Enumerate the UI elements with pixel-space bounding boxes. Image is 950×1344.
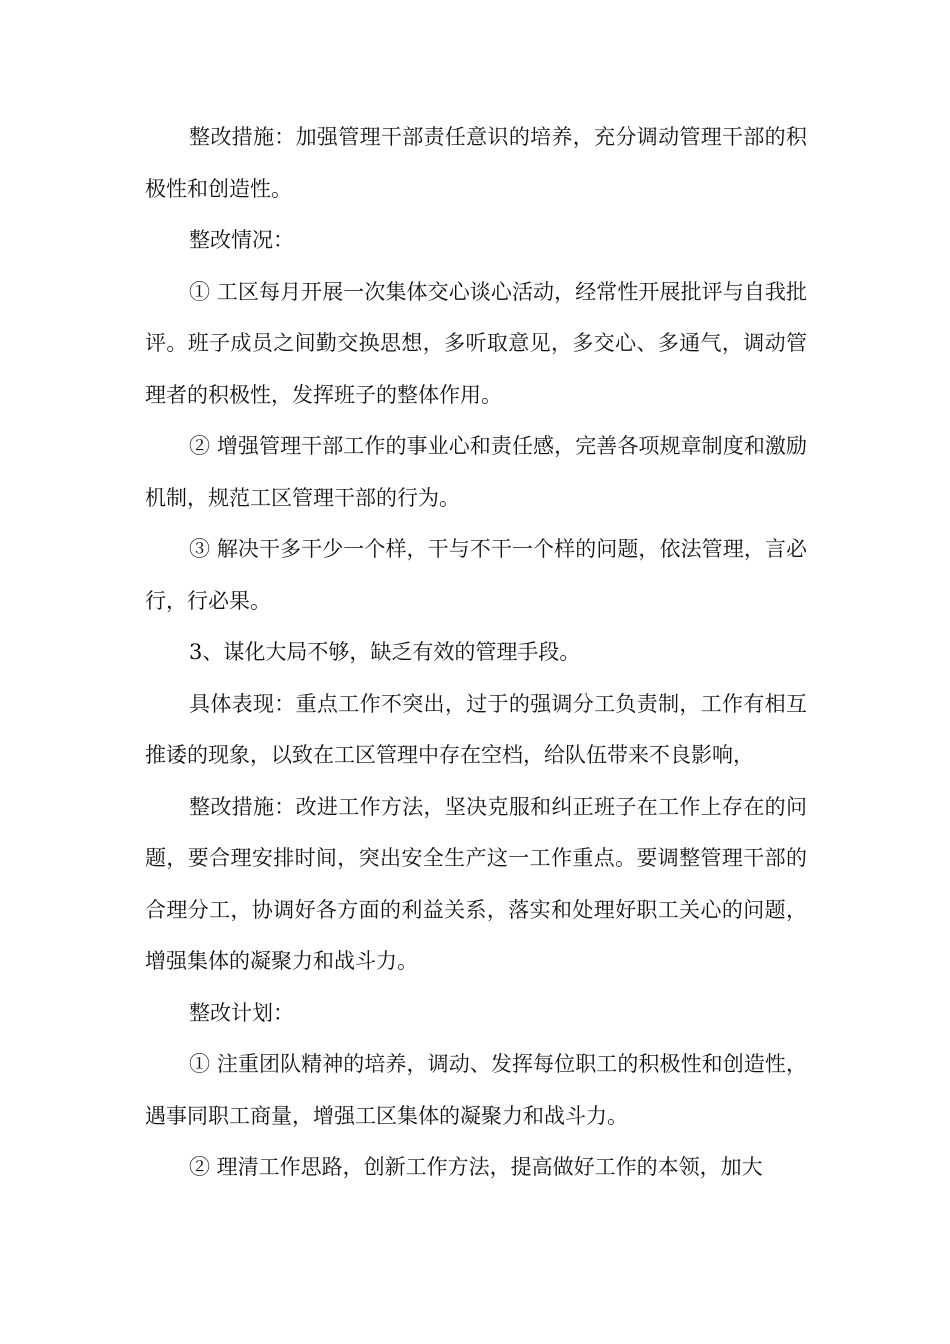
paragraph-rectification-measures-1: 整改措施：加强管理干部责任意识的培养，充分调动管理干部的积极性和创造性。 — [145, 125, 807, 201]
paragraph-specific-performance: 具体表现：重点工作不突出，过于的强调分工负责制，工作有相互推诿的现象，以致在工区管理中存在空档，给队伍带来不良影响， — [145, 691, 807, 767]
paragraph-rectification-status-heading: 整改情况： — [189, 228, 294, 252]
paragraph-status-item-2: ② 增强管理干部工作的事业心和责任感，完善各项规章制度和激励机制，规范工区管理干部的行为。 — [145, 434, 807, 510]
paragraph-status-item-1: ① 工区每月开展一次集体交心谈心活动，经常性开展批评与自我批评。班子成员之间勤交换思想，多听取意见，多交心、多通气，调动管理者的积极性，发挥班子的整体作用。 — [145, 279, 807, 407]
paragraph-rectification-measures-2: 整改措施：改进工作方法，坚决克服和纠正班子在工作上存在的问题，要合理安排时间，突出安全生产这一工作重点。要调整管理干部的合理分工，协调好各方面的利益关系，落实和处理好职工关心的问题，增强集体的凝聚力和战斗力。 — [145, 794, 807, 973]
paragraph-plan-item-1: ① 注重团队精神的培养，调动、发挥每位职工的积极性和创造性，遇事同职工商量，增强工区集体的凝聚力和战斗力。 — [145, 1052, 807, 1128]
paragraph-plan-item-2: ② 理清工作思路，创新工作方法，提高做好工作的本领，加大 — [189, 1155, 763, 1179]
paragraph-rectification-plan-heading: 整改计划： — [189, 1000, 294, 1025]
paragraph-section-3-heading: 3、谋化大局不够，缺乏有效的管理手段。 — [189, 640, 581, 664]
paragraph-status-item-3: ③ 解决干多干少一个样，干与不干一个样的问题，依法管理，言必行，行必果。 — [145, 537, 807, 613]
document-body — [145, 112, 807, 1194]
